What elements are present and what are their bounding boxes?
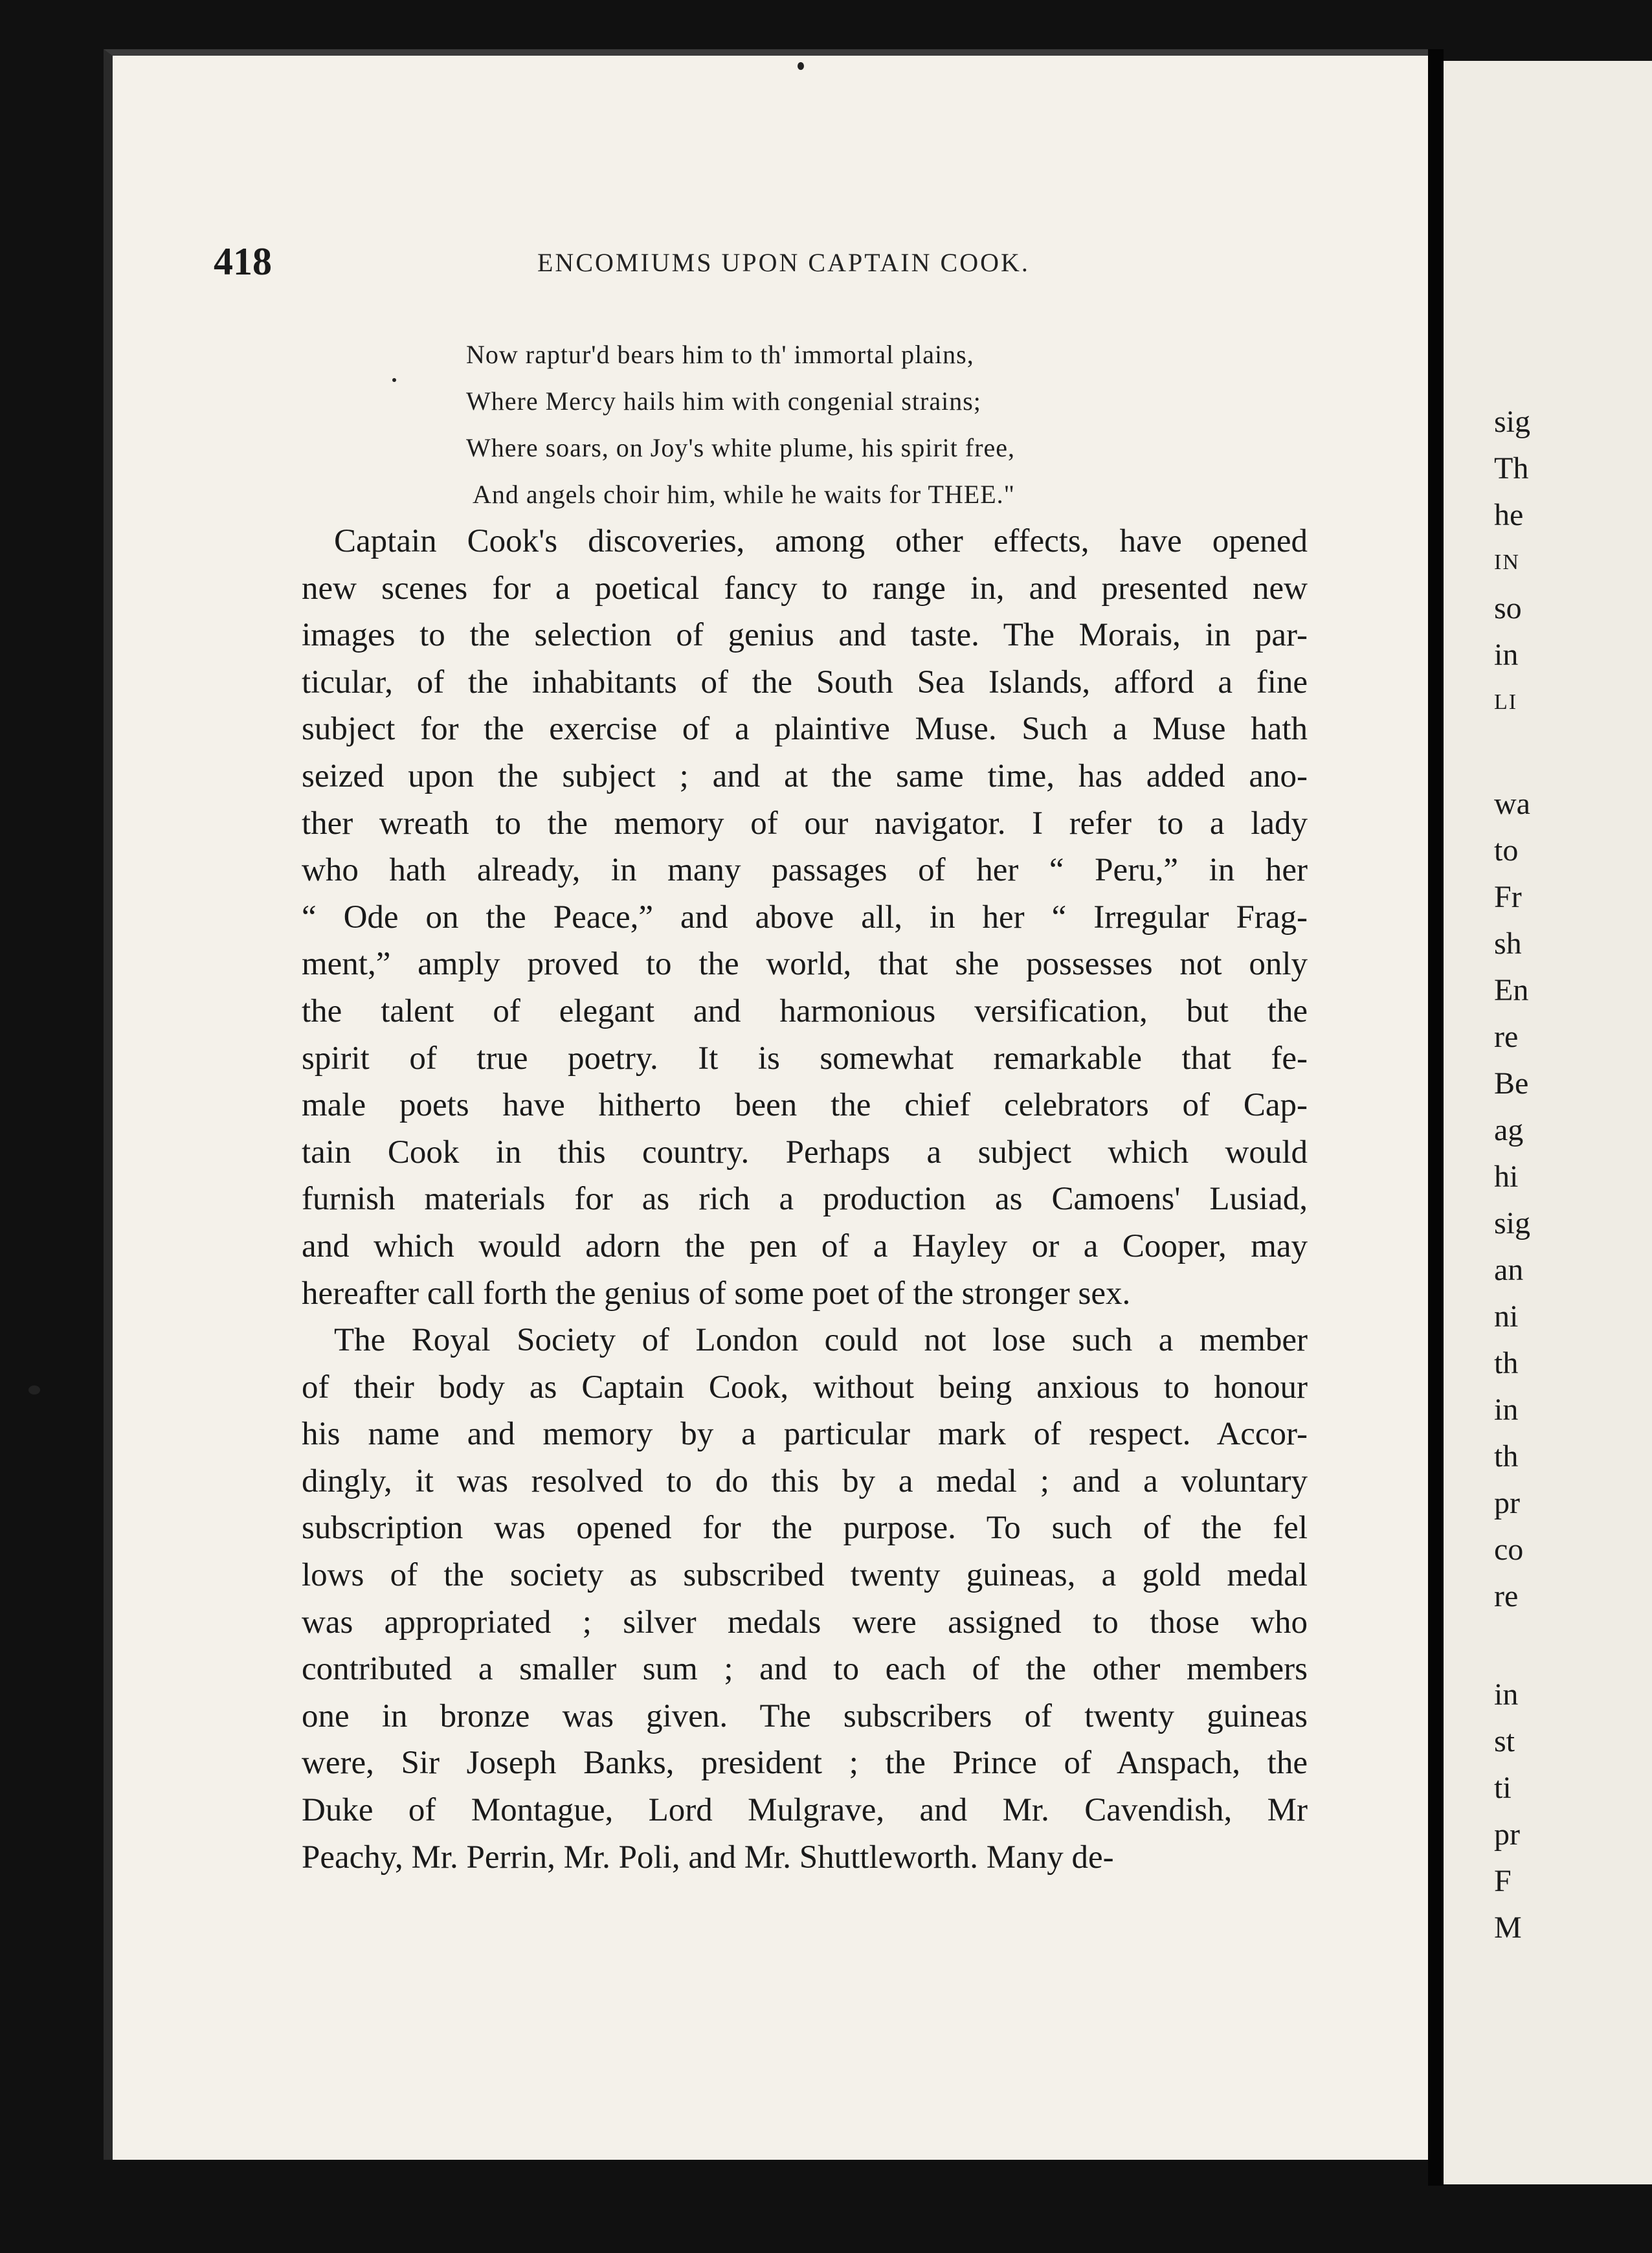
page-header xyxy=(214,240,1340,298)
scan-speck xyxy=(392,378,396,382)
facing-fragment: ag xyxy=(1494,1113,1524,1147)
facing-fragment: hi xyxy=(1494,1160,1519,1194)
text-line: and which would adorn the pen of a Hayley or a Cooper, may xyxy=(302,1227,1308,1264)
text-line: new scenes for a poetical fancy to range in, and presented new xyxy=(302,570,1308,607)
facing-fragment: Fr xyxy=(1494,880,1522,914)
facing-fragment: an xyxy=(1494,1253,1524,1287)
text-line: furnish materials for as rich a production as Camoens' Lusiad, xyxy=(302,1181,1308,1218)
facing-fragment: th xyxy=(1494,1439,1519,1474)
text-line: Duke of Montague, Lord Mulgrave, and Mr. Cavendish, Mr xyxy=(302,1792,1308,1829)
facing-fragment: th xyxy=(1494,1346,1519,1380)
text-line: one in bronze was given. The subscribers of twenty guineas xyxy=(302,1698,1308,1734)
text-line: ther wreath to the memory of our navigator. I refer to a lady xyxy=(302,805,1308,842)
paragraph-discoveries xyxy=(302,518,1308,1317)
facing-fragment: in xyxy=(1494,1393,1519,1427)
poem-quotation xyxy=(466,331,1308,518)
facing-fragment: st xyxy=(1494,1724,1515,1758)
facing-fragment: sig xyxy=(1494,1206,1531,1240)
facing-fragment: sh xyxy=(1494,926,1522,961)
facing-fragment: Th xyxy=(1494,451,1529,486)
text-line: seized upon the subject ; and at the same time, has added ano- xyxy=(302,757,1308,794)
text-line: who hath already, in many passages of her “ Peru,” in her xyxy=(302,852,1308,889)
book-gutter xyxy=(1428,49,1444,2186)
facing-fragment: Be xyxy=(1494,1066,1529,1101)
text-line: subject for the exercise of a plaintive Muse. Such a Muse hath xyxy=(302,711,1308,748)
text-line: his name and memory by a particular mark of respect. Accor- xyxy=(302,1416,1308,1453)
facing-page-edge xyxy=(1444,61,1652,2184)
text-line: of their body as Captain Cook, without being anxious to honour xyxy=(302,1369,1308,1406)
facing-fragment: wa xyxy=(1494,787,1530,821)
text-line: dingly, it was resolved to do this by a medal ; and a voluntary xyxy=(302,1463,1308,1499)
facing-fragment: re xyxy=(1494,1020,1519,1054)
text-line: hereafter call forth the genius of some poet of the stronger sex. xyxy=(302,1275,1131,1312)
facing-fragment: so xyxy=(1494,591,1522,625)
poem-line: Now raptur'd bears him to th' immortal plains, xyxy=(466,340,974,369)
facing-fragment: ni xyxy=(1494,1299,1519,1334)
text-line: male poets have hitherto been the chief celebrators of Cap- xyxy=(302,1087,1308,1124)
text-line: spirit of true poetry. It is somewhat remarkable that fe- xyxy=(302,1040,1308,1077)
facing-fragment: co xyxy=(1494,1532,1524,1567)
body-text xyxy=(302,518,1308,1881)
facing-fragment: IN xyxy=(1494,550,1520,574)
text-line: tain Cook in this country. Perhaps a subject which would xyxy=(302,1134,1308,1171)
facing-page-fragments xyxy=(1444,61,1652,2184)
scan-speck xyxy=(798,62,804,70)
text-line: were, Sir Joseph Banks, president ; the Prince of Anspach, the xyxy=(302,1745,1308,1782)
facing-fragment: LI xyxy=(1494,690,1518,714)
facing-fragment: pr xyxy=(1494,1817,1520,1852)
text-line: ticular, of the inhabitants of the South Sea Islands, afford a fine xyxy=(302,664,1308,701)
text-line: contributed a smaller sum ; and to each of the other members xyxy=(302,1651,1308,1688)
page-number: 418 xyxy=(214,240,272,283)
text-line: images to the selection of genius and taste. The Morais, in par- xyxy=(302,617,1308,654)
poem-line: And angels choir him, while he waits for THEE." xyxy=(473,480,1015,509)
text-line: “ Ode on the Peace,” and above all, in her “ Irregular Frag- xyxy=(302,899,1308,936)
facing-fragment: in xyxy=(1494,638,1519,672)
facing-fragment: ti xyxy=(1494,1771,1512,1805)
poem-line: Where Mercy hails him with congenial strains; xyxy=(466,387,981,416)
facing-fragment: re xyxy=(1494,1579,1519,1613)
facing-fragment: F xyxy=(1494,1864,1512,1898)
text-line: Captain Cook's discoveries, among other effects, have opened xyxy=(334,523,1308,559)
text-line: was appropriated ; silver medals were assigned to those who xyxy=(302,1604,1308,1641)
facing-fragment: En xyxy=(1494,973,1529,1007)
text-line: The Royal Society of London could not lose such a member xyxy=(334,1322,1308,1359)
poem-line: Where soars, on Joy's white plume, his spirit free, xyxy=(466,433,1016,462)
facing-fragment: to xyxy=(1494,833,1519,868)
scan-speck xyxy=(28,1385,40,1395)
facing-fragment: he xyxy=(1494,498,1524,532)
text-line: the talent of elegant and harmonious versification, but the xyxy=(302,992,1308,1029)
facing-fragment: M xyxy=(1494,1911,1522,1945)
facing-fragment: in xyxy=(1494,1677,1519,1712)
facing-fragment: sig xyxy=(1494,405,1531,439)
text-line: subscription was opened for the purpose. To such of the fel xyxy=(302,1510,1308,1547)
text-line: Peachy, Mr. Perrin, Mr. Poli, and Mr. Shuttleworth. Many de- xyxy=(302,1839,1114,1876)
running-head: ENCOMIUMS UPON CAPTAIN COOK. xyxy=(537,248,1030,277)
facing-fragment: pr xyxy=(1494,1486,1520,1520)
paragraph-royal-society xyxy=(302,1317,1308,1881)
text-line: lows of the society as subscribed twenty guineas, a gold medal xyxy=(302,1557,1308,1594)
text-line: ment,” amply proved to the world, that she possesses not only xyxy=(302,946,1308,983)
